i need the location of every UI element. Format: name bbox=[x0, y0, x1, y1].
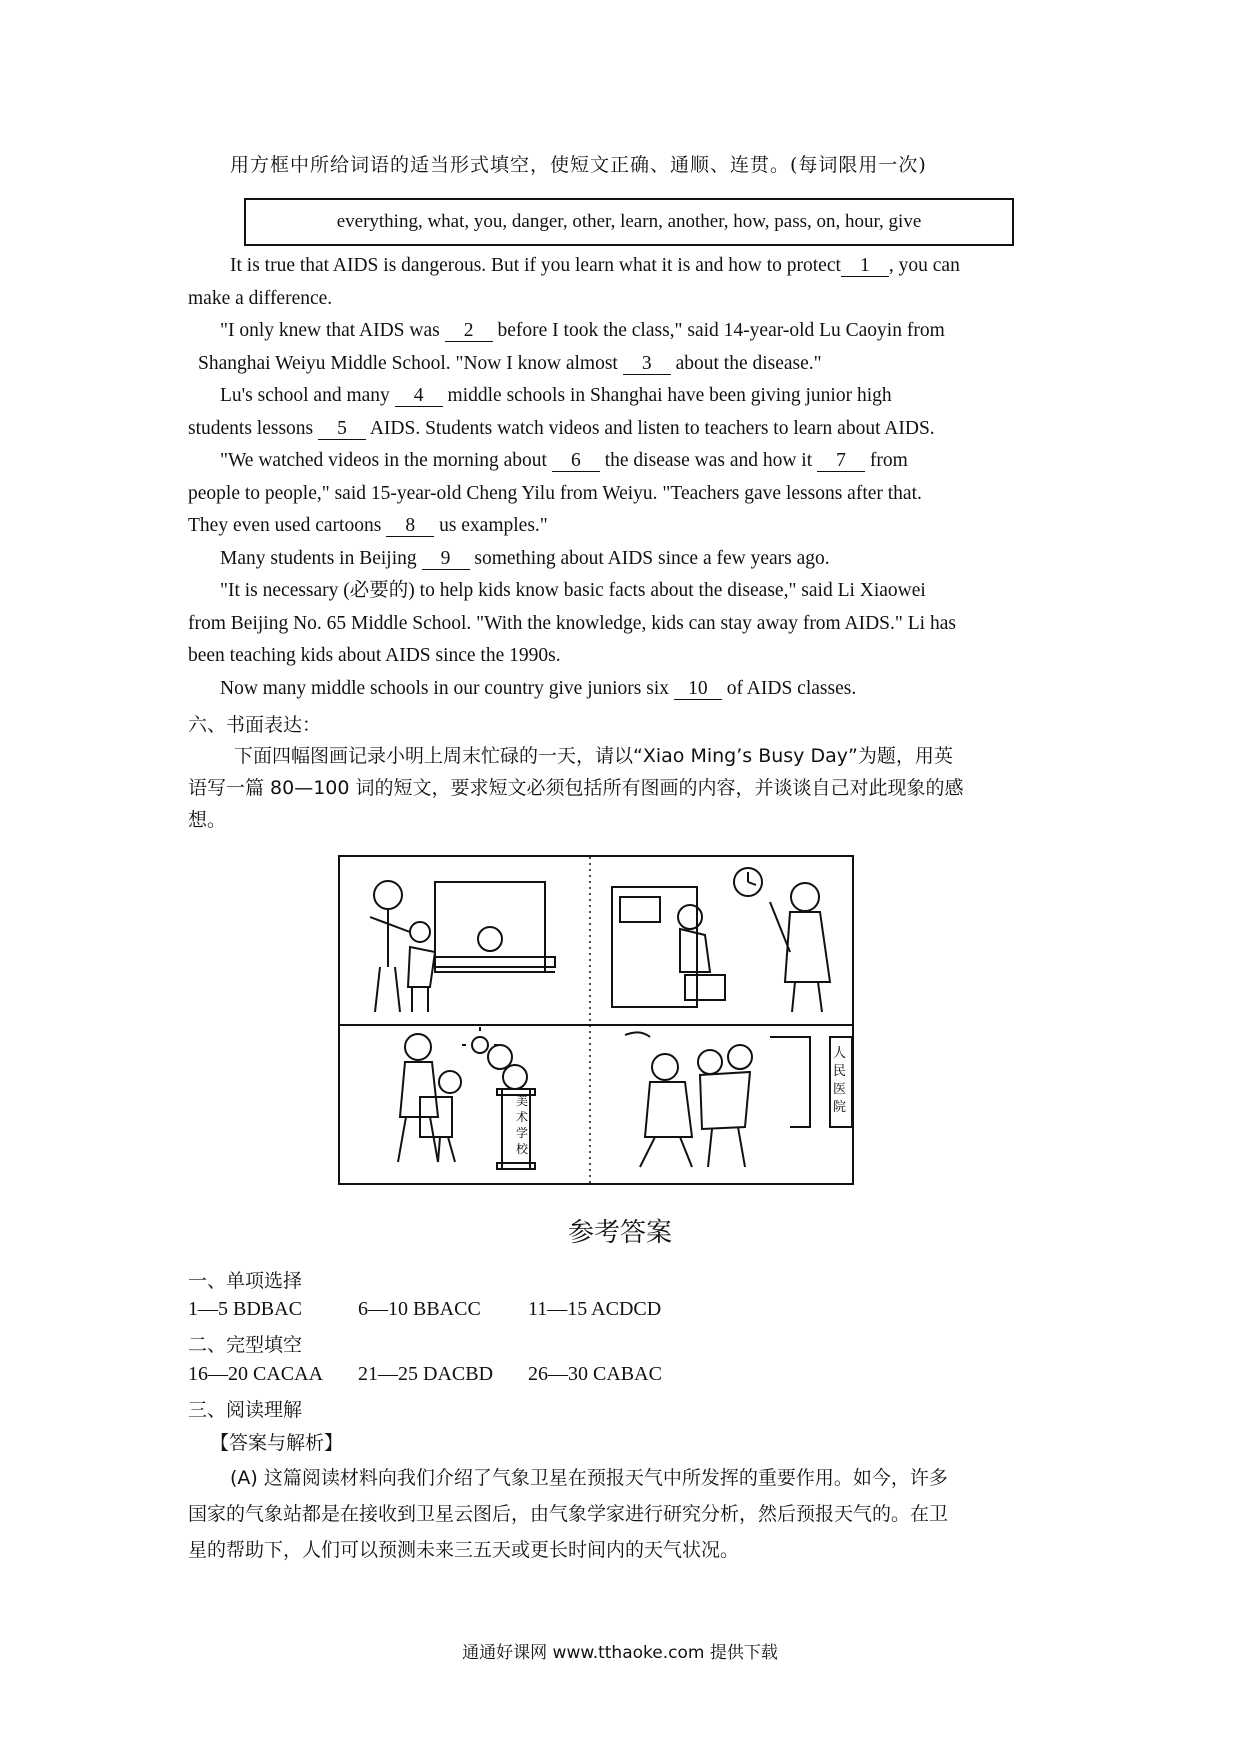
blank-5: 5 bbox=[318, 419, 366, 440]
blank-4: 4 bbox=[395, 386, 443, 407]
hospital-char-2: 民 bbox=[833, 1064, 847, 1079]
answers-heading-3: 三、阅读理解 bbox=[188, 1399, 303, 1421]
answers-heading-1: 一、单项选择 bbox=[188, 1270, 303, 1292]
passage-text: middle schools in Shanghai have been giving junior high bbox=[447, 385, 892, 406]
passage-text: Shanghai Weiyu Middle School. "Now I know almost bbox=[198, 352, 618, 374]
panel-2-piano bbox=[612, 868, 830, 1012]
answer-group: 16—20 CACAA bbox=[188, 1363, 324, 1385]
answer-group: 26—30 CABAC bbox=[528, 1363, 662, 1385]
passage-text: , you can bbox=[888, 255, 960, 276]
blank-1: 1 bbox=[841, 256, 889, 277]
word-box-text: everything, what, you, danger, other, learn, another, how, pass, on, hour, give bbox=[336, 211, 922, 232]
blank-3: 3 bbox=[623, 354, 671, 375]
writing-line: 语写一篇 80—100 词的短文，要求短文必须包括所有图画的内容，并谈谈自己对此现象的感 bbox=[188, 777, 964, 799]
writing-instructions bbox=[188, 740, 1058, 836]
blank-9: 9 bbox=[422, 549, 470, 570]
passage-paragraph-3 bbox=[188, 380, 1058, 445]
writing-line: 下面四幅图画记录小明上周末忙碌的一天，请以“Xiao Ming’s Busy Day”为题，用英 bbox=[234, 745, 953, 767]
passage-text: They even used cartoons bbox=[188, 515, 382, 536]
passage-paragraph-1 bbox=[188, 250, 1058, 315]
art-school-char-2: 术 bbox=[516, 1110, 529, 1124]
answer-group: 21—25 DACBD bbox=[358, 1363, 494, 1385]
answers-title: 参考答案 bbox=[567, 1218, 672, 1248]
passage-paragraph-6 bbox=[188, 575, 1058, 673]
hospital-char-1: 人 bbox=[833, 1046, 847, 1061]
comic-svg bbox=[340, 857, 852, 1183]
panel-4-hospital bbox=[625, 1032, 852, 1167]
blank-10: 10 bbox=[674, 679, 722, 700]
writing-line: 想。 bbox=[188, 809, 227, 831]
answers-row-2 bbox=[188, 1363, 662, 1386]
answer-group: 6—10 BBACC bbox=[358, 1298, 481, 1320]
blank-7: 7 bbox=[817, 451, 865, 472]
passage-paragraph-2 bbox=[188, 315, 1058, 380]
passage-text: the disease was and how it bbox=[604, 450, 813, 471]
passage-text: something about AIDS since a few years ago. bbox=[474, 548, 830, 569]
panel-3-art-school bbox=[398, 1034, 535, 1169]
exercise-instruction: 用方框中所给词语的适当形式填空，使短文正确、通顺、连贯。(每词限用一次) bbox=[230, 154, 927, 176]
word-box bbox=[244, 198, 1014, 246]
passage-text: before I took the class," said 14-year-old Lu Caoyin from bbox=[497, 320, 945, 341]
panel-1-study bbox=[370, 881, 555, 1012]
art-school-char-3: 学 bbox=[516, 1126, 529, 1140]
hospital-char-4: 院 bbox=[833, 1100, 847, 1115]
answers-heading-2: 二、完型填空 bbox=[188, 1334, 303, 1356]
passage-text: make a difference. bbox=[188, 287, 333, 309]
page-footer: 通通好课网 www.tthaoke.com 提供下载 bbox=[462, 1643, 778, 1663]
passage-text: from Beijing No. 65 Middle School. "With the knowledge, kids can stay away from AIDS." Li has bbox=[188, 612, 956, 634]
passage-text: "I only knew that AIDS was bbox=[220, 320, 440, 341]
hospital-char-3: 医 bbox=[833, 1082, 847, 1097]
reading-explanation bbox=[188, 1460, 1058, 1568]
passage-paragraph-7 bbox=[188, 673, 1058, 706]
passage-text: Lu's school and many bbox=[220, 385, 390, 406]
explanation-line: 星的帮助下，人们可以预测未来三五天或更长时间内的天气状况。 bbox=[188, 1539, 740, 1561]
explanation-line: 国家的气象站都是在接收到卫星云图后，由气象学家进行研究分析，然后预报天气的。在卫 bbox=[188, 1503, 949, 1525]
passage-text: been teaching kids about AIDS since the 1990s. bbox=[188, 645, 561, 666]
passage-text: from bbox=[869, 450, 908, 471]
passage-paragraph-5 bbox=[188, 543, 1058, 576]
passage-text: us examples." bbox=[439, 515, 548, 536]
art-school-char-1: 美 bbox=[516, 1094, 529, 1108]
passage-text: students lessons bbox=[188, 417, 314, 439]
answers-subheading: 【答案与解析】 bbox=[210, 1432, 344, 1454]
passage-text: It is true that AIDS is dangerous. But if you learn what it is and how to protect bbox=[230, 255, 841, 276]
answer-group: 11—15 ACDCD bbox=[528, 1298, 662, 1320]
passage-text: of AIDS classes. bbox=[726, 678, 857, 699]
sun-icon bbox=[462, 1027, 498, 1053]
passage-text: "We watched videos in the morning about bbox=[220, 450, 547, 471]
comic-illustration bbox=[338, 855, 854, 1185]
passage-text: Now many middle schools in our country give juniors six bbox=[220, 678, 669, 699]
section-heading-writing: 六、书面表达： bbox=[188, 714, 322, 736]
passage-paragraph-4 bbox=[188, 445, 1058, 543]
art-school-char-4: 校 bbox=[516, 1142, 529, 1156]
passage-text: AIDS. Students watch videos and listen to teachers to learn about AIDS. bbox=[369, 417, 935, 439]
passage-text: "It is necessary (必要的) to help kids know basic facts about the disease," said Li Xiaowei bbox=[220, 580, 926, 601]
passage-text: people to people," said 15-year-old Cheng Yilu from Weiyu. "Teachers gave lessons after that. bbox=[188, 482, 922, 504]
blank-2: 2 bbox=[445, 321, 493, 342]
blank-8: 8 bbox=[386, 516, 434, 537]
blank-6: 6 bbox=[552, 451, 600, 472]
explanation-line: (A) 这篇阅读材料向我们介绍了气象卫星在预报天气中所发挥的重要作用。如今，许多 bbox=[230, 1467, 948, 1489]
passage-text: Many students in Beijing bbox=[220, 548, 417, 569]
passage-text: about the disease." bbox=[675, 352, 822, 374]
answers-row-1 bbox=[188, 1298, 661, 1321]
answer-group: 1—5 BDBAC bbox=[188, 1298, 302, 1320]
